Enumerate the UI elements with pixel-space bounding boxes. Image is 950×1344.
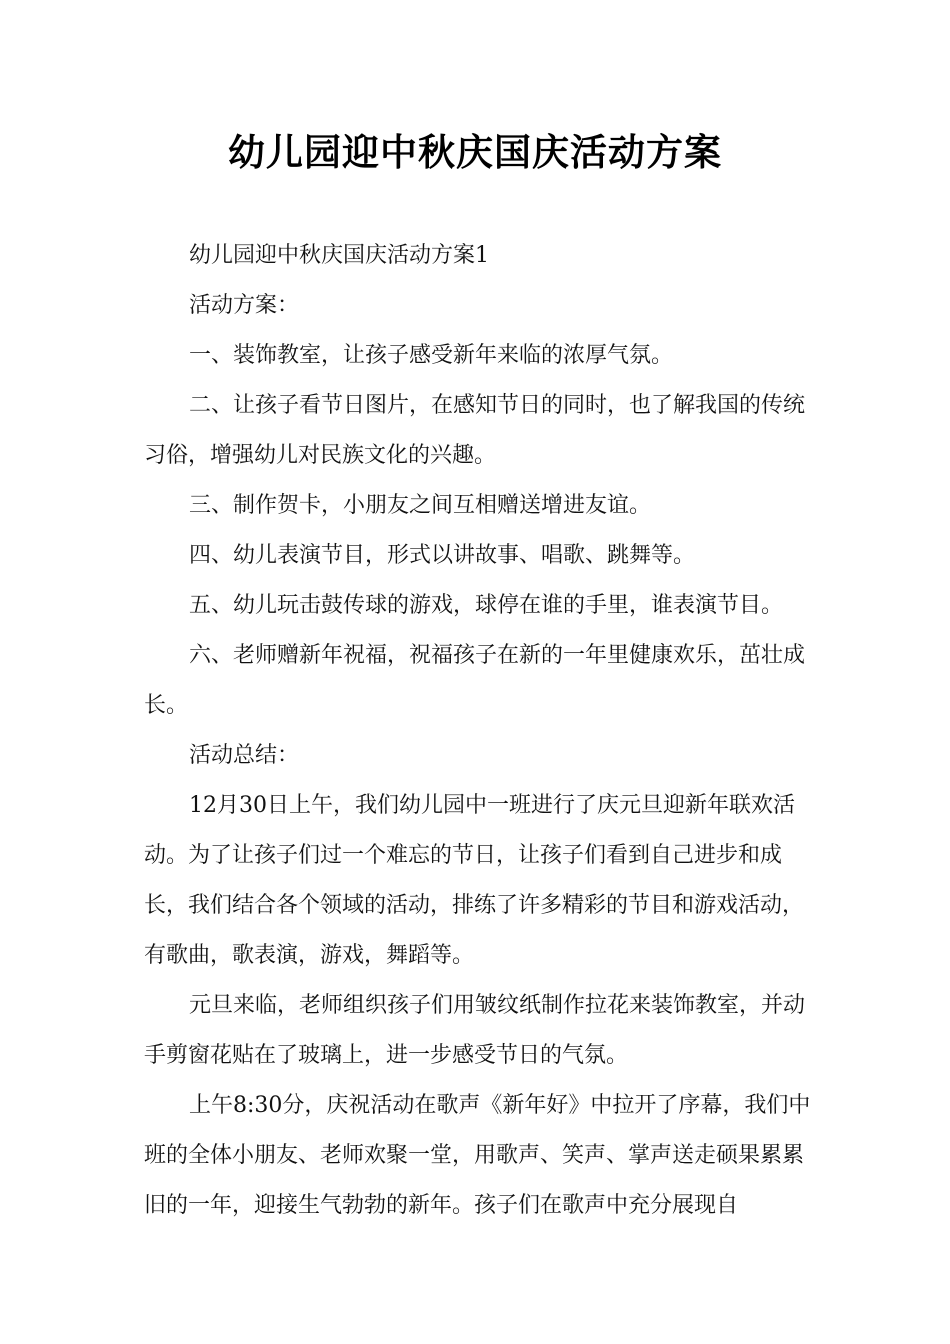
paragraph: 活动总结： xyxy=(189,743,300,768)
paragraph: 上午8:30分，庆祝活动在歌声《新年好》中拉开了序幕，我们中班的全体小朋友、老师欢聚一堂，用歌声、笑声、掌声送走硕果累累旧的一年，迎接生气勃勃的新年。孩子们在歌声中充分展现自 xyxy=(144,1093,811,1218)
paragraph: 三、制作贺卡，小朋友之间互相赠送增进友谊。 xyxy=(189,493,652,518)
paragraph: 五、幼儿玩击鼓传球的游戏，球停在谁的手里，谁表演节目。 xyxy=(189,593,784,618)
paragraph: 元旦来临，老师组织孩子们用皱纹纸制作拉花来装饰教室，并动手剪窗花贴在了玻璃上，进一步感受节日的气氛。 xyxy=(144,993,806,1068)
paragraph: 12月30日上午，我们幼儿园中一班进行了庆元旦迎新年联欢活动。为了让孩子们过一个难忘的节日，让孩子们看到自己进步和成长，我们结合各个领域的活动，排练了许多精彩的节目和游戏活动，有歌曲，歌表演，游戏，舞蹈等。 xyxy=(144,793,805,968)
paragraph: 六、老师赠新年祝福，祝福孩子在新的一年里健康欢乐，茁壮成长。 xyxy=(144,643,806,718)
document-title: 幼儿园迎中秋庆国庆活动方案 xyxy=(228,131,722,174)
paragraph: 幼儿园迎中秋庆国庆活动方案1 xyxy=(189,243,489,268)
document-body xyxy=(144,231,824,1231)
paragraph: 一、装饰教室，让孩子感受新年来临的浓厚气氛。 xyxy=(189,343,674,368)
paragraph: 活动方案： xyxy=(189,293,300,318)
paragraph: 四、幼儿表演节目，形式以讲故事、唱歌、跳舞等。 xyxy=(189,543,696,568)
paragraph: 二、让孩子看节日图片，在感知节日的同时，也了解我国的传统习俗，增强幼儿对民族文化的兴趣。 xyxy=(144,393,806,468)
